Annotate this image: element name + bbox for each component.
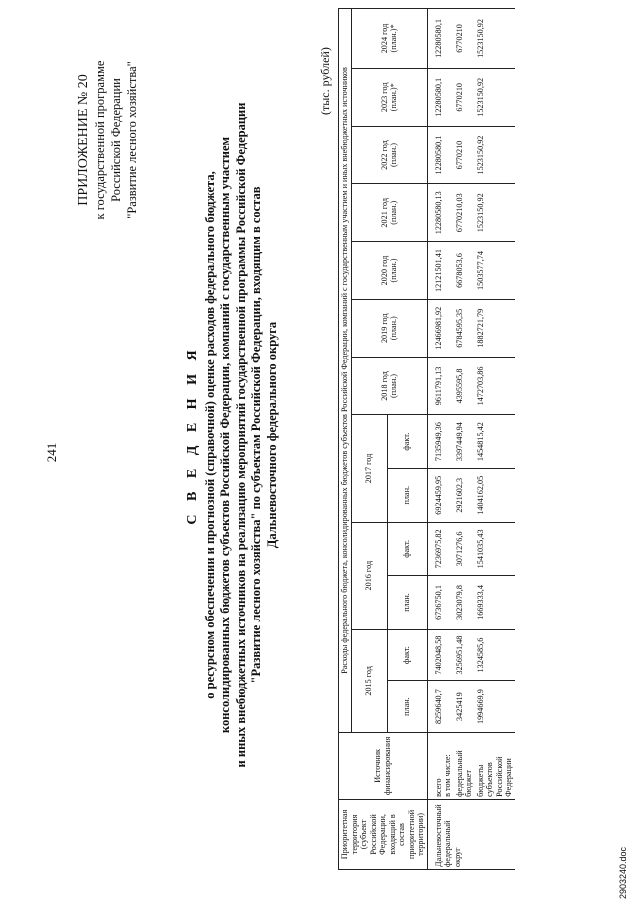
value-cell: 3071276,6: [454, 522, 475, 576]
appendix-line-1: к государственной программе: [93, 60, 107, 220]
header-year: 2023 год (план.)*: [351, 68, 427, 126]
header-fact: факт.: [387, 522, 427, 576]
header-plan: план.: [387, 681, 427, 733]
header-row: [339, 9, 352, 870]
header-plan: план.: [387, 468, 427, 522]
value-cell: 1324585,6: [475, 629, 515, 681]
header-year: 2024 год (план.)*: [351, 9, 427, 69]
value-cell: 6770210: [454, 9, 475, 69]
header-year: 2022 год (план.): [351, 126, 427, 184]
source-cell: федеральный бюджет: [454, 732, 475, 799]
table-row: [427, 9, 454, 870]
territory-cell: Дальневосточный федеральный округ: [427, 799, 515, 869]
value-cell: 8259640,7: [427, 681, 454, 733]
appendix-line-3: "Развитие лесного хозяйства": [125, 61, 139, 219]
heading-line: консолидированных бюджетов субъектов Российской Федерации, компаний с государственным участием: [218, 136, 232, 734]
table-row: [475, 9, 515, 870]
value-cell: 12280580,1: [427, 9, 454, 69]
header-source: Источник финансирования: [339, 732, 428, 799]
value-cell: 12280580,13: [427, 184, 454, 242]
value-cell: 1882721,79: [475, 299, 515, 357]
value-cell: 1454815,42: [475, 415, 515, 469]
header-expenses: Расходы федерального бюджета, консолидированных бюджетов субъектов Российской Федерации, компаний с государственным участием и иных внебюджетных источников: [339, 9, 352, 733]
expenses-table: [338, 8, 515, 870]
header-year: 2019 год (план.): [351, 299, 427, 357]
header-year: 2020 год (план.): [351, 242, 427, 300]
value-cell: 6784595,35: [454, 299, 475, 357]
value-cell: 6770210: [454, 68, 475, 126]
value-cell: 1523150,92: [475, 126, 515, 184]
value-cell: 6770210,03: [454, 184, 475, 242]
heading-line: "Развитие лесного хозяйства" по субъектам Российской Федерации, входящим в состав: [249, 186, 263, 684]
value-cell: 3397449,94: [454, 415, 475, 469]
header-plan: план.: [387, 576, 427, 630]
header-year: 2015 год: [351, 629, 387, 732]
document-id: 2903240.doc: [618, 846, 628, 899]
heading-line: и иных внебюджетных источников на реализацию мероприятий государственной программы Российской Федерации: [233, 102, 248, 768]
value-cell: 6924459,95: [427, 468, 454, 522]
heading-title: С В Е Д Е Н И Я: [185, 345, 200, 525]
units-label: (тыс. рублей): [318, 47, 332, 115]
header-fact: факт.: [387, 415, 427, 469]
value-cell: 3023079,8: [454, 576, 475, 630]
value-cell: 12280580,1: [427, 126, 454, 184]
header-year: 2018 год (план.): [351, 357, 427, 415]
value-cell: 9611791,13: [427, 357, 454, 415]
value-cell: 1541035,43: [475, 522, 515, 576]
value-cell: 4395595,8: [454, 357, 475, 415]
document-heading: [185, 85, 280, 785]
value-cell: 7402048,58: [427, 629, 454, 681]
value-cell: 1523150,92: [475, 68, 515, 126]
value-cell: 3425419: [454, 681, 475, 733]
value-cell: 6770210: [454, 126, 475, 184]
heading-line: о ресурсном обеспечении и прогнозной (справочной) оценке расходов федерального бюджета,: [202, 171, 217, 699]
value-cell: 1669333,4: [475, 576, 515, 630]
value-cell: 1523150,92: [475, 9, 515, 69]
value-cell: 6736750,1: [427, 576, 454, 630]
value-cell: 1994669,9: [475, 681, 515, 733]
value-cell: 7135949,36: [427, 415, 454, 469]
value-cell: 2921602,3: [454, 468, 475, 522]
header-year: 2021 год (план.): [351, 184, 427, 242]
table-row: [454, 9, 475, 870]
appendix-title: ПРИЛОЖЕНИЕ № 20: [76, 74, 91, 206]
header-territory: Приоритетная территория (субъект Российской Федерации, входящий в состав приоритетной территории): [339, 799, 428, 869]
header-year: 2017 год: [351, 415, 387, 522]
value-cell: 12280580,1: [427, 68, 454, 126]
value-cell: 1503577,74: [475, 242, 515, 300]
appendix-header: [76, 20, 140, 260]
value-cell: 12466981,92: [427, 299, 454, 357]
heading-line: Дальневосточного федерального округа: [264, 321, 279, 549]
source-cell: всего в том числе:: [427, 732, 454, 799]
value-cell: 6678053,6: [454, 242, 475, 300]
value-cell: 12121501,41: [427, 242, 454, 300]
value-cell: 3256951,48: [454, 629, 475, 681]
header-year: 2016 год: [351, 522, 387, 629]
header-fact: факт.: [387, 629, 427, 681]
value-cell: 1472703,86: [475, 357, 515, 415]
value-cell: 1523150,92: [475, 184, 515, 242]
appendix-line-2: Российской Федерации: [109, 78, 123, 202]
page-number: 241: [44, 442, 59, 463]
value-cell: 7236975,82: [427, 522, 454, 576]
source-cell: бюджеты субъектов Российской Федерации: [475, 732, 515, 799]
value-cell: 1404162,05: [475, 468, 515, 522]
